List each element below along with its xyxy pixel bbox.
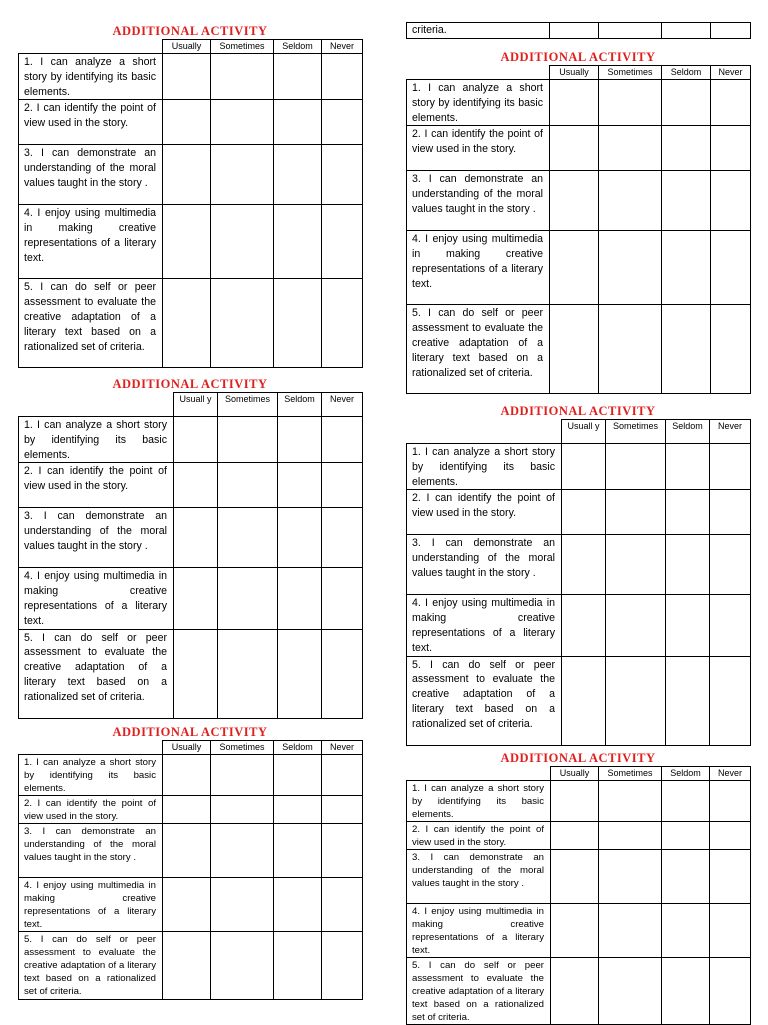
blank-header <box>19 40 163 54</box>
continued-table-fragment <box>406 22 750 39</box>
rating-cell[interactable] <box>322 932 363 1000</box>
column-header: Never <box>322 393 363 417</box>
rating-cell[interactable] <box>662 23 711 39</box>
rating-cell[interactable] <box>606 490 666 535</box>
rating-cell[interactable] <box>322 796 363 824</box>
rating-cell[interactable] <box>662 850 710 904</box>
rating-cell[interactable] <box>163 54 211 100</box>
rating-cell[interactable] <box>274 824 322 878</box>
rating-cell[interactable] <box>562 490 606 535</box>
rating-cell[interactable] <box>662 126 711 171</box>
column-header: Seldom <box>662 66 711 80</box>
column-header: Sometimes <box>606 420 666 444</box>
rating-cell[interactable] <box>551 958 599 1025</box>
rating-cell[interactable] <box>322 878 363 932</box>
rating-cell[interactable] <box>662 80 711 126</box>
column-header: Never <box>711 66 751 80</box>
rating-cell[interactable] <box>274 205 322 279</box>
rating-cell[interactable] <box>551 904 599 958</box>
rating-cell[interactable] <box>218 463 278 508</box>
statement-cell: 4. I enjoy using multimedia in making creative representations of a literary text. <box>19 205 163 279</box>
rating-cell[interactable] <box>322 205 363 279</box>
rating-cell[interactable] <box>662 781 710 822</box>
block-title: ADDITIONAL ACTIVITY <box>500 50 656 64</box>
rating-cell[interactable] <box>599 171 662 231</box>
rating-cell[interactable] <box>666 595 710 656</box>
statement-cell: 4. I enjoy using multimedia in making creative representations of a literary text. <box>407 595 562 656</box>
rating-cell[interactable] <box>710 595 751 656</box>
block-title: ADDITIONAL ACTIVITY <box>112 24 268 38</box>
rating-cell[interactable] <box>710 781 751 822</box>
rating-cell[interactable] <box>606 444 666 490</box>
rating-cell[interactable] <box>211 279 274 368</box>
rating-cell[interactable] <box>711 305 751 394</box>
rating-cell[interactable] <box>274 878 322 932</box>
statement-cell: 2. I can identify the point of view used in the story. <box>19 796 163 824</box>
rating-cell[interactable] <box>322 508 363 568</box>
statement-cell: 5. I can do self or peer assessment to evaluate the creative adaptation of a literary text based on a rationalized set of criteria. <box>407 656 562 745</box>
column-header: Usually <box>163 40 211 54</box>
column-header: Never <box>710 420 751 444</box>
column-header: Seldom <box>662 767 710 781</box>
rating-cell[interactable] <box>278 417 322 463</box>
rating-cell[interactable] <box>662 305 711 394</box>
fragment-statement: criteria. <box>407 23 550 39</box>
rating-cell[interactable] <box>322 755 363 796</box>
statement-cell: 4. I enjoy using multimedia in making creative representations of a literary text. <box>407 904 551 958</box>
rating-cell[interactable] <box>274 796 322 824</box>
column-header: Sometimes <box>211 741 274 755</box>
column-header: Usually <box>550 66 599 80</box>
self-assessment-table <box>18 39 363 368</box>
column-header: Sometimes <box>599 66 662 80</box>
statement-cell: 3. I can demonstrate an understanding of the moral values taught in the story . <box>19 824 163 878</box>
statement-cell: 1. I can analyze a short story by identifying its basic elements. <box>19 755 163 796</box>
column-header: Sometimes <box>599 767 662 781</box>
rating-cell[interactable] <box>322 100 363 145</box>
rating-cell[interactable] <box>662 904 710 958</box>
self-assessment-table <box>406 65 751 394</box>
rating-cell[interactable] <box>211 796 274 824</box>
rating-cell[interactable] <box>211 878 274 932</box>
blank-header <box>407 420 562 444</box>
rating-cell[interactable] <box>174 508 218 568</box>
column-header: Seldom <box>666 420 710 444</box>
column-header: Usually <box>163 741 211 755</box>
column-header: Seldom <box>274 40 322 54</box>
column-header: Usually <box>551 767 599 781</box>
blank-header <box>19 393 174 417</box>
statement-cell: 1. I can analyze a short story by identifying its basic elements. <box>407 781 551 822</box>
rating-cell[interactable] <box>710 904 751 958</box>
block-title: ADDITIONAL ACTIVITY <box>500 751 656 765</box>
statement-cell: 3. I can demonstrate an understanding of the moral values taught in the story . <box>19 145 163 205</box>
column-header: Never <box>322 741 363 755</box>
statement-cell: 2. I can identify the point of view used in the story. <box>19 463 174 508</box>
rating-cell[interactable] <box>710 444 751 490</box>
blank-header <box>407 66 550 80</box>
activity-block-right-2 <box>406 403 750 746</box>
statement-cell: 4. I enjoy using multimedia in making creative representations of a literary text. <box>19 568 174 629</box>
rating-cell[interactable] <box>599 126 662 171</box>
statement-cell: 5. I can do self or peer assessment to evaluate the creative adaptation of a literary text based on a rationalized set of criteria. <box>19 279 163 368</box>
rating-cell[interactable] <box>711 80 751 126</box>
rating-cell[interactable] <box>163 100 211 145</box>
statement-cell: 3. I can demonstrate an understanding of the moral values taught in the story . <box>19 508 174 568</box>
rating-cell[interactable] <box>606 535 666 595</box>
statement-cell: 1. I can analyze a short story by identifying its basic elements. <box>19 417 174 463</box>
rating-cell[interactable] <box>551 850 599 904</box>
rating-cell[interactable] <box>211 824 274 878</box>
column-header: Never <box>710 767 751 781</box>
block-title: ADDITIONAL ACTIVITY <box>500 404 656 418</box>
rating-cell[interactable] <box>274 100 322 145</box>
statement-cell: 2. I can identify the point of view used in the story. <box>19 100 163 145</box>
rating-cell[interactable] <box>211 205 274 279</box>
activity-block-right-1 <box>406 49 750 394</box>
rating-cell[interactable] <box>174 629 218 718</box>
statement-cell: 1. I can analyze a short story by identifying its basic elements. <box>19 54 163 100</box>
rating-cell[interactable] <box>599 781 662 822</box>
statement-cell: 3. I can demonstrate an understanding of the moral values taught in the story . <box>407 171 550 231</box>
rating-cell[interactable] <box>322 824 363 878</box>
rating-cell[interactable] <box>711 171 751 231</box>
activity-block-left-1 <box>18 23 362 368</box>
rating-cell[interactable] <box>322 145 363 205</box>
rating-cell[interactable] <box>666 535 710 595</box>
rating-cell[interactable] <box>274 145 322 205</box>
column-header: Usuall y <box>174 393 218 417</box>
rating-cell[interactable] <box>599 305 662 394</box>
rating-cell[interactable] <box>710 535 751 595</box>
rating-cell[interactable] <box>322 463 363 508</box>
activity-block-left-2 <box>18 376 362 719</box>
rating-cell[interactable] <box>174 463 218 508</box>
rating-cell[interactable] <box>218 508 278 568</box>
statement-cell: 2. I can identify the point of view used in the story. <box>407 126 550 171</box>
rating-cell[interactable] <box>710 656 751 745</box>
statement-cell: 5. I can do self or peer assessment to evaluate the creative adaptation of a literary text based on a rationalized set of criteria. <box>407 305 550 394</box>
rating-cell[interactable] <box>562 656 606 745</box>
rating-cell[interactable] <box>163 755 211 796</box>
rating-cell[interactable] <box>274 54 322 100</box>
statement-cell: 4. I enjoy using multimedia in making creative representations of a literary text. <box>19 878 163 932</box>
rating-cell[interactable] <box>274 755 322 796</box>
statement-cell: 2. I can identify the point of view used in the story. <box>407 822 551 850</box>
rating-cell[interactable] <box>599 80 662 126</box>
statement-cell: 1. I can analyze a short story by identifying its basic elements. <box>407 80 550 126</box>
rating-cell[interactable] <box>666 444 710 490</box>
statement-cell: 5. I can do self or peer assessment to evaluate the creative adaptation of a literary text based on a rationalized set of criteria. <box>19 629 174 718</box>
rating-cell[interactable] <box>218 629 278 718</box>
rating-cell[interactable] <box>662 171 711 231</box>
rating-cell[interactable] <box>278 463 322 508</box>
rating-cell[interactable] <box>163 878 211 932</box>
activity-block-right-3 <box>406 750 750 1025</box>
rating-cell[interactable] <box>550 305 599 394</box>
self-assessment-table <box>406 766 751 1025</box>
self-assessment-table <box>406 419 751 746</box>
rating-cell[interactable] <box>218 568 278 629</box>
rating-cell[interactable] <box>278 568 322 629</box>
rating-cell[interactable] <box>218 417 278 463</box>
rating-cell[interactable] <box>551 781 599 822</box>
rating-cell[interactable] <box>211 54 274 100</box>
rating-cell[interactable] <box>599 23 662 39</box>
rating-cell[interactable] <box>278 629 322 718</box>
rating-cell[interactable] <box>666 490 710 535</box>
rating-cell[interactable] <box>322 417 363 463</box>
statement-cell: 2. I can identify the point of view used in the story. <box>407 490 562 535</box>
activity-block-left-3 <box>18 724 362 1000</box>
rating-cell[interactable] <box>599 850 662 904</box>
rating-cell[interactable] <box>174 568 218 629</box>
rating-cell[interactable] <box>211 100 274 145</box>
self-assessment-table <box>18 740 363 1000</box>
statement-cell: 3. I can demonstrate an understanding of the moral values taught in the story . <box>407 535 562 595</box>
rating-cell[interactable] <box>711 126 751 171</box>
rating-cell[interactable] <box>322 568 363 629</box>
column-header: Never <box>322 40 363 54</box>
rating-cell[interactable] <box>211 755 274 796</box>
rating-cell[interactable] <box>163 796 211 824</box>
rating-cell[interactable] <box>606 656 666 745</box>
rating-cell[interactable] <box>599 958 662 1025</box>
rating-cell[interactable] <box>322 629 363 718</box>
column-header: Usuall y <box>562 420 606 444</box>
rating-cell[interactable] <box>322 279 363 368</box>
rating-cell[interactable] <box>550 231 599 305</box>
rating-cell[interactable] <box>711 231 751 305</box>
rating-cell[interactable] <box>710 850 751 904</box>
statement-cell: 1. I can analyze a short story by identifying its basic elements. <box>407 444 562 490</box>
column-header: Seldom <box>274 741 322 755</box>
column-header: Sometimes <box>218 393 278 417</box>
rating-cell[interactable] <box>662 958 710 1025</box>
rating-cell[interactable] <box>562 595 606 656</box>
rating-cell[interactable] <box>710 490 751 535</box>
self-assessment-table <box>18 392 363 719</box>
statement-cell: 5. I can do self or peer assessment to evaluate the creative adaptation of a literary text based on a rationalized set of criteria. <box>407 958 551 1025</box>
rating-cell[interactable] <box>662 231 711 305</box>
blank-header <box>19 741 163 755</box>
rating-cell[interactable] <box>710 958 751 1025</box>
rating-cell[interactable] <box>662 822 710 850</box>
rating-cell[interactable] <box>711 23 751 39</box>
rating-cell[interactable] <box>599 904 662 958</box>
rating-cell[interactable] <box>551 822 599 850</box>
rating-cell[interactable] <box>274 279 322 368</box>
rating-cell[interactable] <box>599 822 662 850</box>
rating-cell[interactable] <box>163 824 211 878</box>
rating-cell[interactable] <box>211 932 274 1000</box>
rating-cell[interactable] <box>322 54 363 100</box>
blank-header <box>407 767 551 781</box>
rating-cell[interactable] <box>550 171 599 231</box>
rating-cell[interactable] <box>599 231 662 305</box>
column-header: Seldom <box>278 393 322 417</box>
rating-cell[interactable] <box>666 656 710 745</box>
rating-cell[interactable] <box>562 535 606 595</box>
rating-cell[interactable] <box>174 417 218 463</box>
rating-cell[interactable] <box>163 145 211 205</box>
rating-cell[interactable] <box>163 932 211 1000</box>
rating-cell[interactable] <box>278 508 322 568</box>
rating-cell[interactable] <box>211 145 274 205</box>
block-title: ADDITIONAL ACTIVITY <box>112 725 268 739</box>
rating-cell[interactable] <box>550 126 599 171</box>
statement-cell: 5. I can do self or peer assessment to evaluate the creative adaptation of a literary text based on a rationalized set of criteria. <box>19 932 163 1000</box>
block-title: ADDITIONAL ACTIVITY <box>112 377 268 391</box>
column-header: Sometimes <box>211 40 274 54</box>
rating-cell[interactable] <box>710 822 751 850</box>
rating-cell[interactable] <box>163 279 211 368</box>
statement-cell: 3. I can demonstrate an understanding of the moral values taught in the story . <box>407 850 551 904</box>
statement-cell: 4. I enjoy using multimedia in making creative representations of a literary text. <box>407 231 550 305</box>
rating-cell[interactable] <box>163 205 211 279</box>
rating-cell[interactable] <box>606 595 666 656</box>
rating-cell[interactable] <box>550 23 599 39</box>
rating-cell[interactable] <box>274 932 322 1000</box>
rating-cell[interactable] <box>562 444 606 490</box>
rating-cell[interactable] <box>550 80 599 126</box>
